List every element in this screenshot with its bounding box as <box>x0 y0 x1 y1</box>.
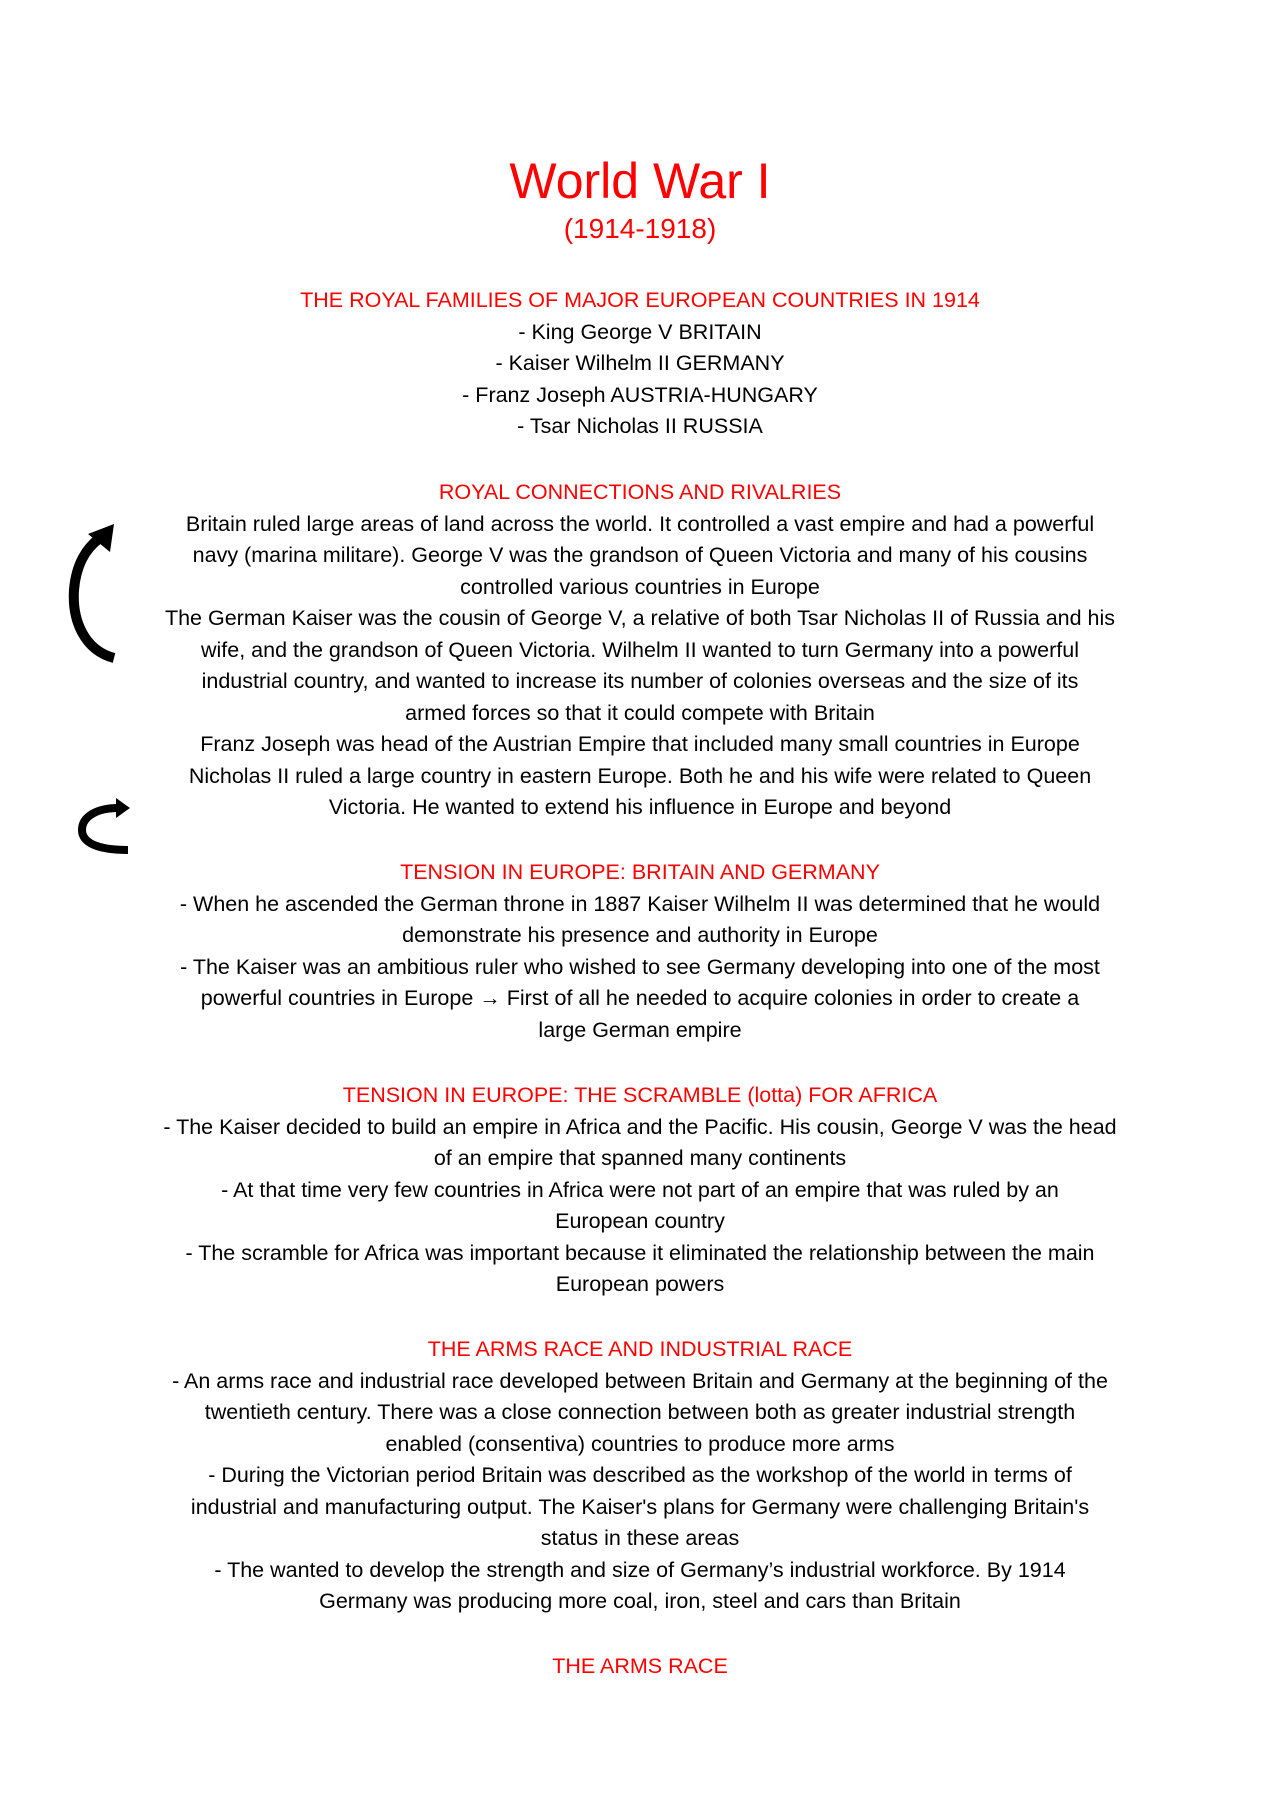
text-line: wife, and the grandson of Queen Victoria. Wilhelm II wanted to turn Germany into a powerful <box>201 637 1079 662</box>
text-line: - An arms race and industrial race developed between Britain and Germany at the beginning of the <box>172 1368 1108 1393</box>
document-title: World War I <box>509 153 771 209</box>
text-line: Britain ruled large areas of land across the world. It controlled a vast empire and had a powerful <box>185 511 1095 536</box>
text-line: twentieth century. There was a close connection between both as greater industrial strength <box>204 1400 1076 1424</box>
text-line: industrial country, and wanted to increase its number of colonies overseas and the size of its <box>201 669 1079 693</box>
curved-arrow-icon <box>66 520 126 665</box>
text-line: - The scramble for Africa was important because it eliminated the relationship between the main <box>185 1240 1095 1265</box>
text-line: Franz Joseph was head of the Austrian Empire that included many small countries in Europe <box>200 732 1080 756</box>
text-line: European powers <box>555 1272 725 1296</box>
text-line: powerful countries in Europe → First of all he needed to acquire colonies in order to create a <box>200 986 1080 1010</box>
text-line: industrial and manufacturing output. The Kaiser's plans for Germany were challenging Britain's <box>190 1494 1090 1519</box>
text-line: The German Kaiser was the cousin of George V, a relative of both Tsar Nicholas II of Russia and his <box>164 606 1116 630</box>
section-heading: ROYAL CONNECTIONS AND RIVALRIES <box>438 480 842 504</box>
section <box>0 285 1280 443</box>
section <box>0 1651 1280 1683</box>
text-line: - Franz Joseph AUSTRIA-HUNGARY <box>462 382 818 407</box>
text-line: controlled various countries in Europe <box>460 574 820 599</box>
text-line: enabled (consentiva) countries to produce more arms <box>385 1431 895 1456</box>
section <box>0 1080 1280 1301</box>
section-heading: THE ARMS RACE <box>552 1654 728 1678</box>
text-line: - The Kaiser decided to build an empire in Africa and the Pacific. His cousin, George V was the head <box>163 1114 1117 1139</box>
text-line: - The Kaiser was an ambitious ruler who wished to see Germany developing into one of the most <box>180 954 1100 979</box>
text-line: status in these areas <box>540 1526 740 1550</box>
text-line: - During the Victorian period Britain was described as the workshop of the world in terms of <box>208 1463 1072 1487</box>
text-line: of an empire that spanned many continents <box>433 1146 847 1170</box>
text-line: European country <box>555 1209 725 1233</box>
section-heading: TENSION IN EUROPE: BRITAIN AND GERMANY <box>400 860 880 884</box>
text-line: - King George V BRITAIN <box>518 319 762 344</box>
text-line: Nicholas II ruled a large country in eastern Europe. Both he and his wife were related to Queen <box>188 763 1092 788</box>
section-heading: THE ROYAL FAMILIES OF MAJOR EUROPEAN COUNTRIES IN 1914 <box>300 288 980 312</box>
text-line: demonstrate his presence and authority in Europe <box>402 923 878 947</box>
text-line: - When he ascended the German throne in 1887 Kaiser Wilhelm II was determined that he would <box>179 891 1101 916</box>
text-line: Germany was producing more coal, iron, steel and cars than Britain <box>319 1589 961 1613</box>
text-line: armed forces so that it could compete with Britain <box>405 700 875 725</box>
document-subtitle: (1914-1918) <box>563 213 717 244</box>
section-heading: THE ARMS RACE AND INDUSTRIAL RACE <box>427 1337 853 1361</box>
section <box>0 857 1280 1046</box>
section <box>0 477 1280 824</box>
section <box>0 1334 1280 1618</box>
section-heading: TENSION IN EUROPE: THE SCRAMBLE (lotta) FOR AFRICA <box>342 1083 938 1107</box>
text-line: - Kaiser Wilhelm II GERMANY <box>495 351 785 375</box>
text-line: - Tsar Nicholas II RUSSIA <box>517 414 763 438</box>
text-line: large German empire <box>538 1017 742 1042</box>
text-line: navy (marina militare). George V was the grandson of Queen Victoria and many of his cousins <box>192 543 1088 567</box>
text-line: Victoria. He wanted to extend his influence in Europe and beyond <box>328 795 952 819</box>
text-line: - At that time very few countries in Africa were not part of an empire that was ruled by an <box>221 1177 1059 1202</box>
curved-arrow-icon <box>76 792 136 856</box>
text-line: - The wanted to develop the strength and size of Germany’s industrial workforce. By 1914 <box>214 1557 1066 1582</box>
